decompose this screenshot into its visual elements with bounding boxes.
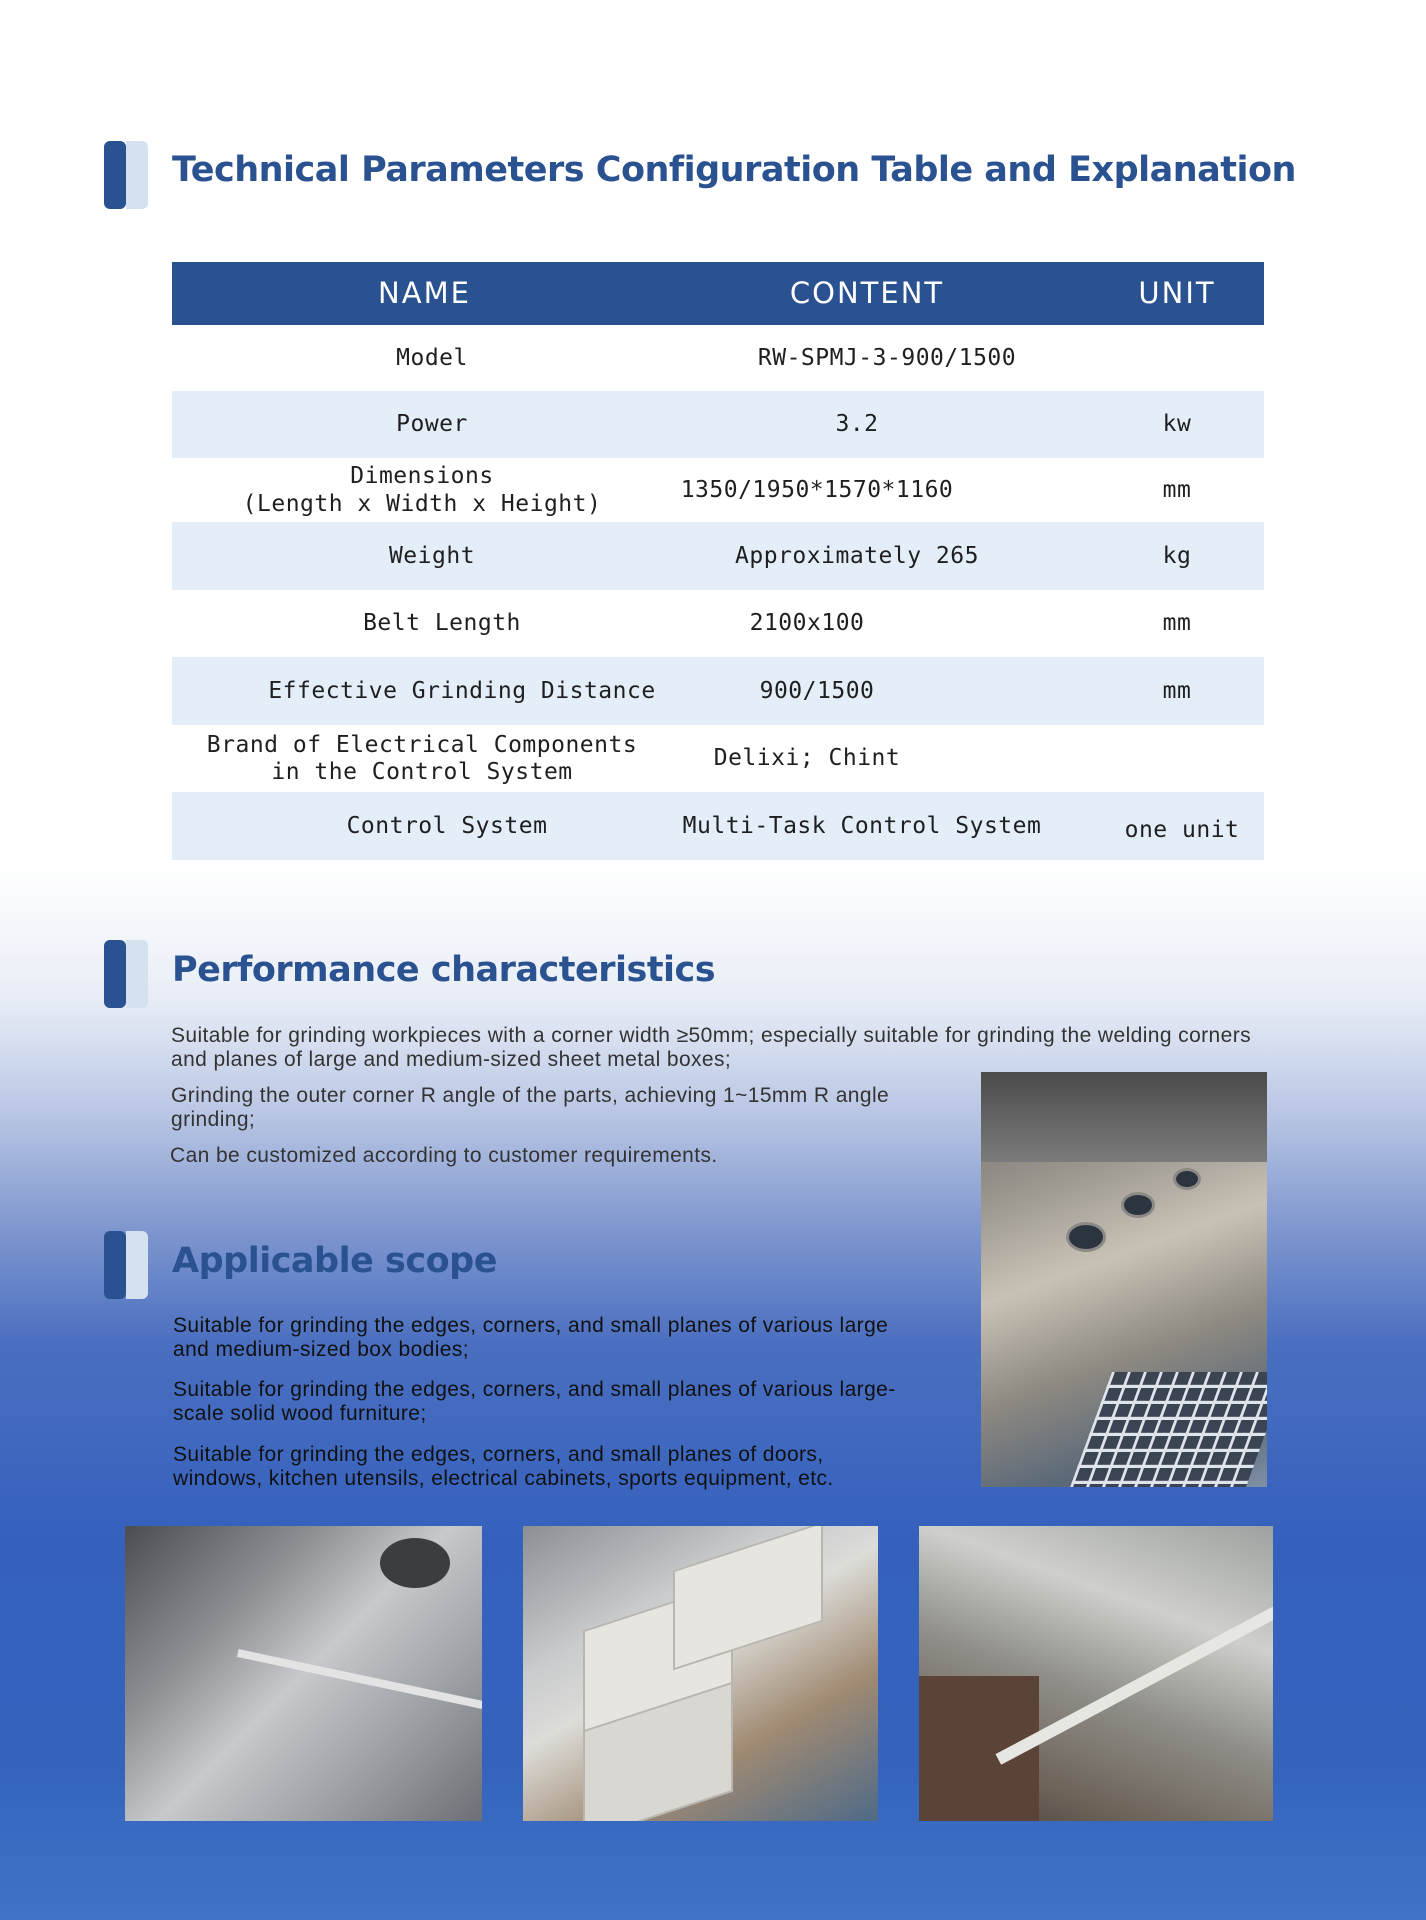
performance-section-title: Performance characteristics	[172, 950, 716, 990]
header-content: CONTENT	[789, 276, 945, 310]
row-unit	[1052, 325, 1262, 391]
row-unit: one unit	[1124, 816, 1240, 843]
row-unit: kg	[1162, 542, 1192, 569]
scope-text-3: Suitable for grinding the edges, corners, and small planes of doors, windows, kitchen utensils, electrical cabinets, sports equipment, etc.	[173, 1443, 834, 1490]
row-name: Effective Grinding Distance	[268, 677, 656, 704]
technical-section-title: Technical Parameters Configuration Table and Explanation	[172, 150, 1296, 190]
table-row	[172, 792, 1264, 860]
table-row	[172, 522, 1264, 590]
table-row	[172, 590, 1264, 657]
row-content: 1350/1950*1570*1160	[680, 476, 954, 503]
performance-text-3: Can be customized according to customer requirements.	[170, 1144, 718, 1167]
scope-section-title: Applicable scope	[172, 1241, 497, 1281]
table-row	[172, 391, 1264, 458]
product-photo-2	[523, 1526, 878, 1821]
performance-text-1: Suitable for grinding workpieces with a corner width ≥50mm; especially suitable for grinding the welding corners and planes of large and medium-sized sheet metal boxes;	[171, 1024, 1252, 1071]
product-photo-main	[981, 1072, 1267, 1487]
row-unit: kw	[1162, 411, 1192, 438]
row-unit	[1052, 725, 1262, 792]
row-name-line1: Brand of Electrical Components	[206, 732, 638, 759]
table-row	[172, 458, 1264, 522]
row-content: 2100x100	[749, 610, 865, 637]
product-photo-3	[919, 1526, 1273, 1821]
table-header	[172, 262, 1264, 325]
row-name-line1: Dimensions	[350, 462, 494, 489]
row-content: RW-SPMJ-3-900/1500	[757, 344, 1017, 371]
row-name: Weight	[388, 542, 476, 569]
scope-text-2: Suitable for grinding the edges, corners, and small planes of various large-scale solid wood furniture;	[173, 1378, 896, 1425]
section-marker-scope	[104, 1231, 148, 1299]
row-content: 900/1500	[759, 677, 875, 704]
row-content: Approximately 265	[735, 542, 979, 569]
row-name: Model	[396, 344, 468, 371]
product-photo-1	[125, 1526, 482, 1821]
row-unit: mm	[1162, 677, 1192, 704]
section-marker-technical	[104, 141, 148, 209]
row-name-line2: (Length x Width x Height)	[242, 491, 602, 517]
row-unit: mm	[1162, 476, 1192, 503]
table-row	[172, 325, 1264, 391]
technical-parameters-table	[172, 262, 1264, 860]
row-unit: mm	[1162, 610, 1192, 637]
performance-text-2: Grinding the outer corner R angle of the parts, achieving 1~15mm R angle grinding;	[171, 1084, 890, 1131]
row-name: Power	[396, 411, 468, 438]
section-marker-performance	[104, 940, 148, 1008]
header-unit: UNIT	[1138, 276, 1216, 310]
scope-text-1: Suitable for grinding the edges, corners, and small planes of various large and medium-sized box bodies;	[173, 1314, 889, 1361]
row-content: 3.2	[835, 411, 879, 438]
row-name: Belt Length	[363, 610, 521, 637]
table-row	[172, 657, 1264, 725]
table-row	[172, 725, 1264, 792]
row-content: Delixi; Chint	[713, 745, 901, 772]
header-name: NAME	[378, 276, 471, 310]
row-name: Control System	[346, 812, 548, 839]
row-content: Multi-Task Control System	[682, 812, 1042, 839]
row-name-line2: in the Control System	[271, 758, 573, 785]
